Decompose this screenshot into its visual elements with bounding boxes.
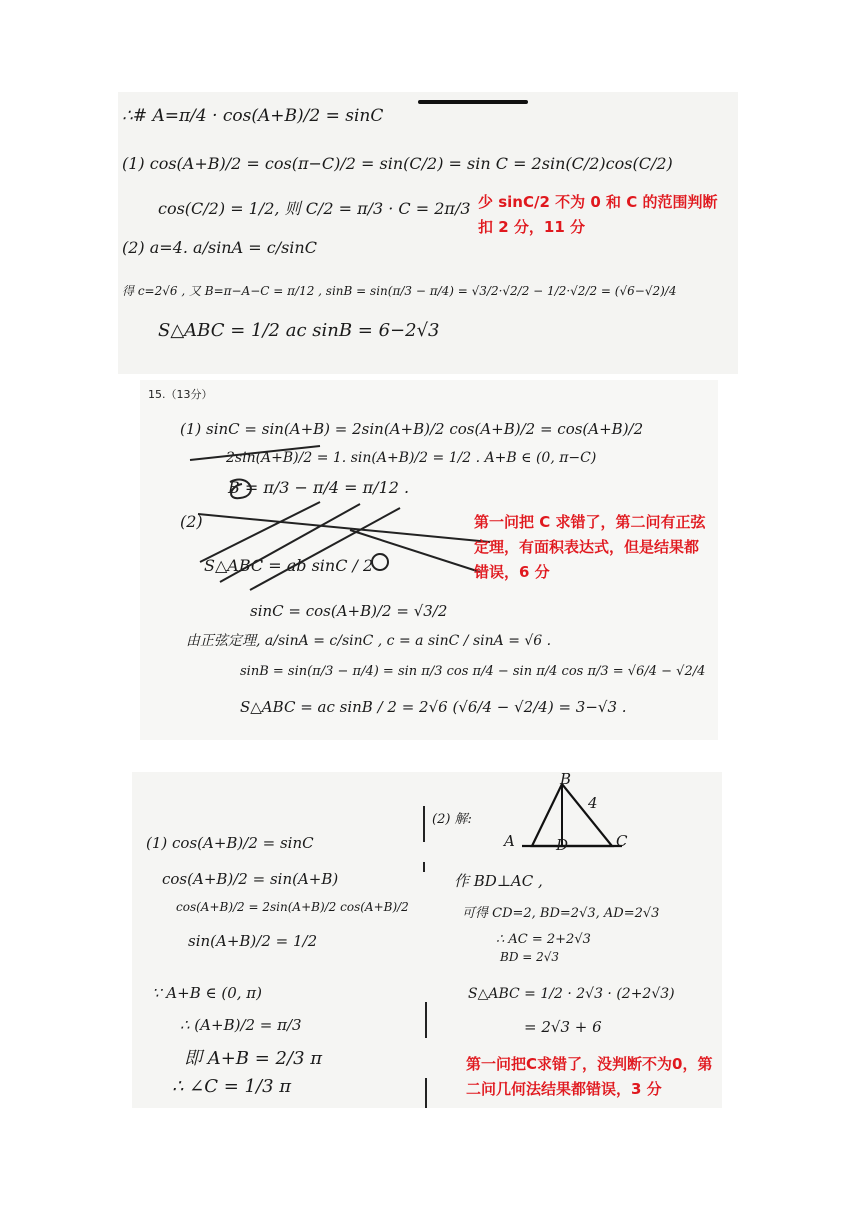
- left-line-8: ∴ ∠C = 1/3 π: [172, 1076, 292, 1097]
- triangle-label-d: D: [556, 836, 569, 854]
- right-line-3: 可得 CD=2, BD=2√3, AD=2√3: [462, 906, 660, 921]
- left-line-1: (1) cos(A+B)/2 = sinC: [146, 834, 314, 852]
- handwritten-line-4: (2): [180, 512, 203, 531]
- question-header: 15.（13分）: [148, 388, 213, 401]
- triangle-label-side: 4: [588, 794, 598, 812]
- left-line-3: cos(A+B)/2 = 2sin(A+B)/2 cos(A+B)/2: [176, 900, 409, 914]
- handwritten-line-7: 由正弦定理, a/sinA = c/sinC , c = a sinC / sinA = √6 .: [186, 633, 552, 649]
- left-line-5: ∵ A+B ∈ (0, π): [152, 984, 263, 1002]
- handwritten-line-3: cos(C/2) = 1/2, 则 C/2 = π/3 · C = 2π/3: [158, 199, 471, 218]
- grading-note-1: 少 sinC/2 不为 0 和 C 的范围判断扣 2 分，11 分: [478, 193, 718, 236]
- left-line-4: sin(A+B)/2 = 1/2: [188, 932, 318, 950]
- scan-edge-bar: [418, 100, 528, 104]
- handwritten-line-3: B = π/3 − π/4 = π/12 .: [228, 478, 410, 497]
- right-line-6: S△ABC = 1/2 · 2√3 · (2+2√3): [468, 986, 675, 1002]
- handwritten-line-1: ∴# A=π/4 · cos(A+B)/2 = sinC: [122, 106, 384, 126]
- right-line-7: = 2√3 + 6: [524, 1018, 602, 1036]
- triangle-label-b: B: [560, 772, 572, 788]
- right-line-5: BD = 2√3: [500, 950, 560, 964]
- handwritten-line-9: S△ABC = ac sinB / 2 = 2√6 (√6/4 − √2/4) = 3−√3 .: [240, 698, 627, 716]
- grading-note-3: 第一问把C求错了，没判断不为0，第二问几何法结果都错误，3 分: [466, 1055, 713, 1098]
- left-line-7: 即 A+B = 2/3 π: [184, 1048, 323, 1069]
- handwritten-line-6: S△ABC = 1/2 ac sinB = 6−2√3: [158, 320, 440, 341]
- left-line-2: cos(A+B)/2 = sin(A+B): [162, 870, 339, 888]
- handwritten-line-8: sinB = sin(π/3 − π/4) = sin π/3 cos π/4 − sin π/4 cos π/3 = √6/4 − √2/4: [240, 664, 706, 679]
- answer-sheet-2: [140, 380, 718, 740]
- handwritten-line-4: (2) a=4. a/sinA = c/sinC: [122, 238, 317, 257]
- handwritten-line-6: sinC = cos(A+B)/2 = √3/2: [250, 602, 448, 620]
- triangle-diagram: [512, 776, 632, 854]
- answer-sheet-3: [132, 772, 722, 1108]
- left-line-6: ∴ (A+B)/2 = π/3: [180, 1016, 302, 1034]
- right-line-1: (2) 解:: [432, 812, 472, 827]
- handwritten-line-5: S△ABC = ab sinC / 2: [204, 556, 374, 575]
- crossed-out-work: [190, 442, 510, 592]
- handwritten-line-2: 2sin(A+B)/2 = 1. sin(A+B)/2 = 1/2 . A+B ∈ (0, π−C): [226, 450, 597, 466]
- column-divider: [416, 802, 436, 1108]
- right-line-4: ∴ AC = 2+2√3: [496, 932, 591, 947]
- right-line-2: 作 BD⊥AC ,: [454, 872, 543, 890]
- grading-note-2: 第一问把 C 求错了，第二问有正弦定理，有面积表达式，但是结果都错误，6 分: [474, 513, 706, 581]
- triangle-label-c: C: [616, 832, 628, 850]
- handwritten-line-5: 得 c=2√6 , 又 B=π−A−C = π/12 , sinB = sin(π/3 − π/4) = √3/2·√2/2 − 1/2·√2/2 = (√6−√2)/4: [122, 284, 677, 298]
- handwritten-line-1: (1) sinC = sin(A+B) = 2sin(A+B)/2 cos(A+B)/2 = cos(A+B)/2: [180, 420, 644, 438]
- handwritten-line-2: (1) cos(A+B)/2 = cos(π−C)/2 = sin(C/2) = sin C = 2sin(C/2)cos(C/2): [122, 154, 673, 173]
- answer-sheet-1: [118, 92, 738, 374]
- triangle-label-a: A: [504, 832, 515, 850]
